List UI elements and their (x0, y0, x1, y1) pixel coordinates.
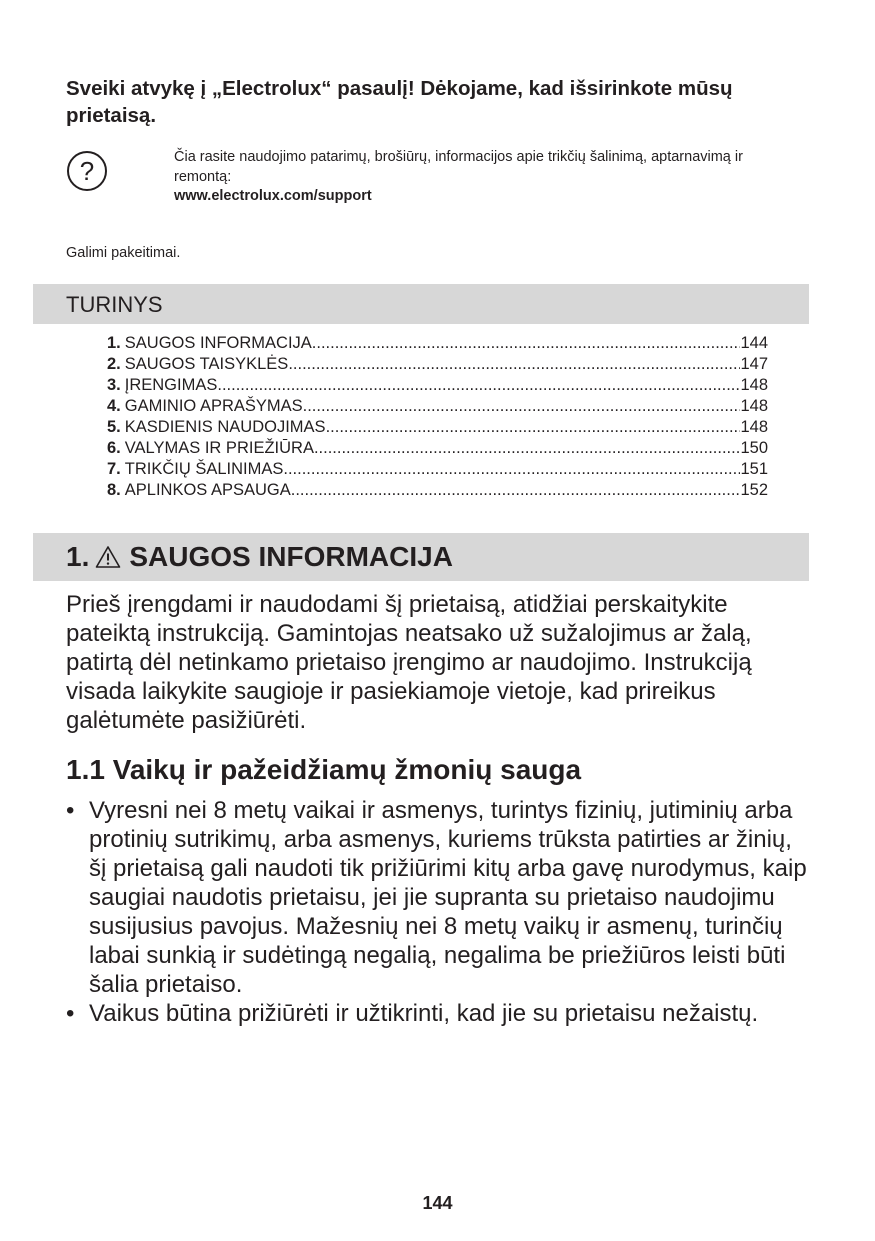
toc-item-label: VALYMAS IR PRIEŽIŪRA (124, 439, 314, 457)
toc-item[interactable] (107, 354, 768, 375)
toc-item-label: TRIKČIŲ ŠALINIMAS (124, 460, 284, 478)
toc-item-number: 2. (107, 355, 121, 373)
toc-item-page: 150 (740, 439, 768, 457)
toc-item-label: SAUGOS TAISYKLĖS (124, 355, 289, 373)
bullet-mark: • (66, 1000, 75, 1027)
toc-item-label: KASDIENIS NAUDOJIMAS (124, 418, 326, 436)
toc-item[interactable] (107, 333, 768, 354)
toc-item-page: 151 (740, 460, 768, 478)
toc-item[interactable] (107, 375, 768, 396)
toc-item-page: 144 (740, 334, 768, 352)
toc-item-number: 7. (107, 460, 121, 478)
support-info (174, 148, 774, 207)
toc-item-number: 8. (107, 481, 121, 499)
toc-item[interactable] (107, 417, 768, 438)
toc-item-number: 6. (107, 439, 121, 457)
section-intro: Prieš įrengdami ir naudodami šį prietaisą, atidžiai perskaitykite pateiktą instrukciją. Gamintojas neatsako už sužalojimus ar žalą, patirtą dėl netinkamo prietaiso įrengimo ar naudojimo. Instrukciją visada laikykite saugioje ir pasiekiamoje vietoje, kad prireikus galėtumėte pasižiūrėti. (66, 591, 752, 734)
toc-leader-dots (283, 459, 740, 480)
toc-item-number: 4. (107, 397, 121, 415)
toc-item[interactable] (107, 438, 768, 459)
warning-triangle-icon (95, 545, 121, 569)
toc-item[interactable] (107, 480, 768, 501)
safety-bullet-list (66, 796, 811, 1028)
question-circle-icon: ? (67, 151, 107, 191)
toc-leader-dots (288, 354, 740, 375)
section-title: SAUGOS INFORMACIJA (129, 541, 453, 572)
page-number: 144 (422, 1193, 453, 1213)
greeting-heading: Sveiki atvykę į „Electrolux“ pasaulį! Dėkojame, kad išsirinkote mūsų prietaisą. (66, 77, 733, 127)
toc-item[interactable] (107, 459, 768, 480)
support-link[interactable]: www.electrolux.com/support (174, 188, 372, 204)
toc-item-number: 1. (107, 334, 121, 352)
toc-item-label: ĮRENGIMAS (124, 376, 218, 394)
table-of-contents (107, 333, 768, 501)
list-item-text: Vaikus būtina prižiūrėti ir užtikrinti, kad jie su prietaisu nežaistų. (89, 1000, 759, 1027)
toc-item-page: 148 (740, 397, 768, 415)
changes-note: Galimi pakeitimai. (66, 245, 181, 261)
bullet-mark: • (66, 797, 75, 824)
toc-leader-dots (303, 396, 741, 417)
toc-leader-dots (312, 333, 741, 354)
toc-item[interactable] (107, 396, 768, 417)
toc-item-page: 147 (740, 355, 768, 373)
toc-leader-dots (217, 375, 740, 396)
toc-item-label: APLINKOS APSAUGA (124, 481, 291, 499)
support-text: Čia rasite naudojimo patarimų, brošiūrų, informacijos apie trikčių šalinimą, aptarnavimą ir remontą: (174, 149, 743, 185)
list-item-text: Vyresni nei 8 metų vaikai ir asmenys, turintys fizinių, jutiminių arba protinių sutrikimų, arba asmenys, kuriems trūksta patirties ar žinių, šį prietaisą gali naudoti tik prižiūrimi kitų arba gavę nurodymus, kaip saugiai naudotis prietaisu, jei jie supranta su prietaiso naudojimu susijusius pavojus. Mažesnių nei 8 metų vaikų ir asmenų, turinčių labai sunkią ir sudėtingą negalią, negalima be priežiūros leisti būti šalia prietaiso. (89, 797, 807, 998)
toc-item-label: GAMINIO APRAŠYMAS (124, 397, 303, 415)
toc-leader-dots (291, 480, 741, 501)
toc-item-number: 5. (107, 418, 121, 436)
section-heading (33, 533, 809, 581)
toc-item-number: 3. (107, 376, 121, 394)
list-item (66, 999, 811, 1028)
toc-item-page: 152 (740, 481, 768, 499)
toc-leader-dots (314, 438, 741, 459)
section-number: 1. (66, 541, 90, 572)
subsection-title: 1.1 Vaikų ir pažeidžiamų žmonių sauga (66, 754, 582, 785)
list-item (66, 796, 811, 999)
toc-item-label: SAUGOS INFORMACIJA (124, 334, 312, 352)
toc-leader-dots (326, 417, 741, 438)
toc-item-page: 148 (740, 376, 768, 394)
toc-heading: TURINYS (33, 284, 809, 324)
toc-item-page: 148 (740, 418, 768, 436)
